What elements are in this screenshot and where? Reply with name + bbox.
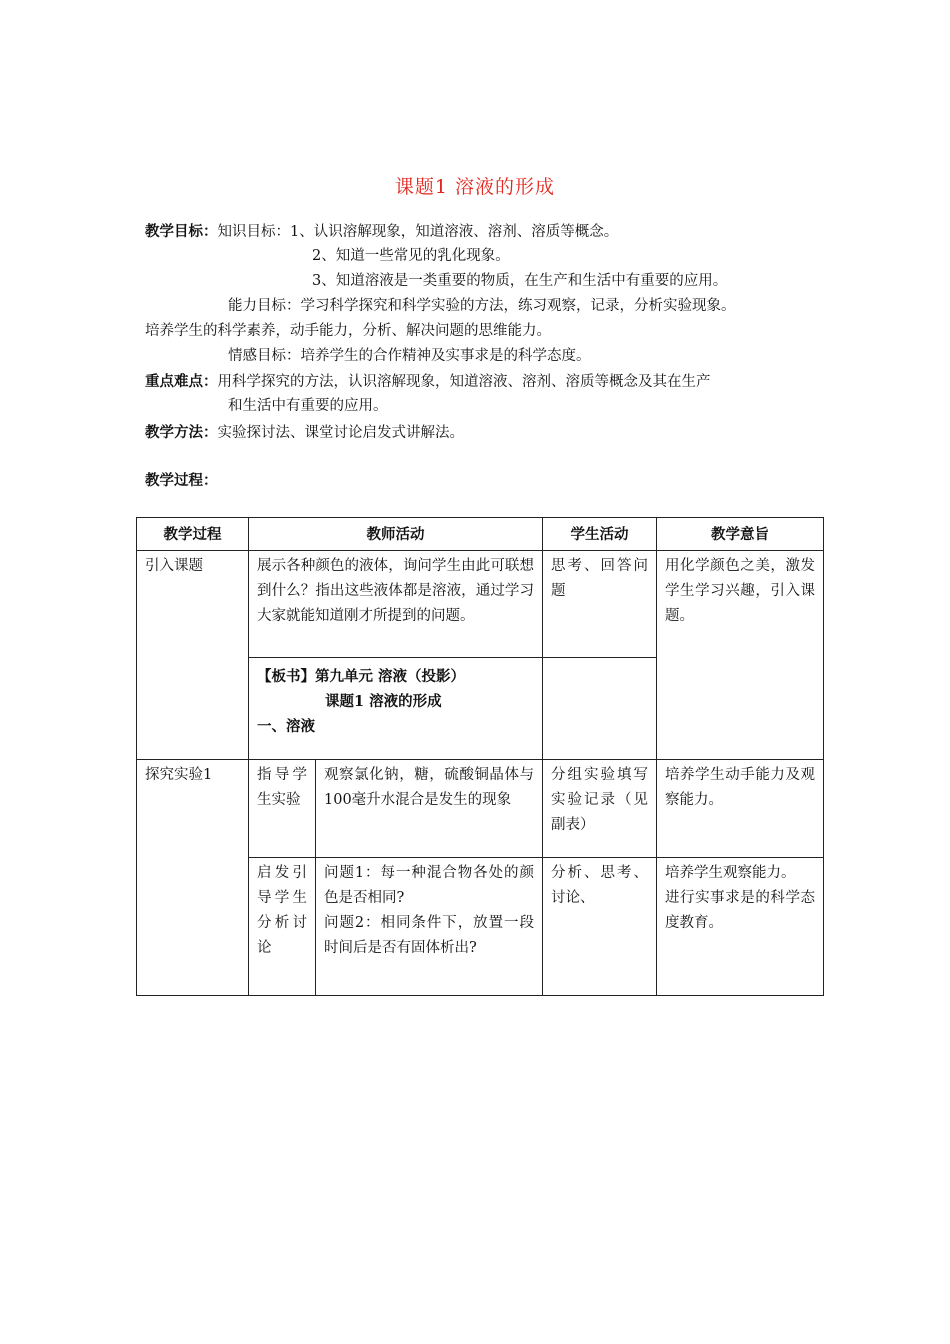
purpose-line-2: 进行实事求是的科学态度教育。 — [665, 890, 815, 931]
row2-sub2-purpose — [657, 858, 824, 996]
knowledge-item-1: 1、认识溶解现象，知道溶液、溶剂、溶质等概念。 — [290, 224, 619, 240]
row1-student: 思考、回答问题 — [543, 551, 657, 658]
emotion-objective: 情感目标：培养学生的合作精神及实事求是的科学态度。 — [228, 348, 591, 364]
ability-objective: 能力目标：学习科学探究和科学实验的方法，练习观察，记录，分析实验现象。 — [228, 298, 736, 314]
ability-objective-cont: 培养学生的科学素养，动手能力，分析、解决问题的思维能力。 — [145, 323, 551, 339]
row2-sub1-student: 分组实验填写实验记录（见副表） — [543, 760, 657, 858]
row2-sub2-label: 启发引导学生分析讨论 — [249, 858, 316, 996]
key-points-label: 重点难点： — [145, 373, 218, 390]
table-row — [137, 551, 824, 658]
method-label: 教学方法： — [145, 424, 218, 441]
method-row — [145, 420, 464, 446]
row1-teacher: 展示各种颜色的液体，询问学生由此可联想到什么？指出这些液体都是溶液，通过学习大家就能知道刚才所提到的问题。 — [249, 551, 543, 658]
row2-sub1-text: 观察氯化钠，糖，硫酸铜晶体与100毫升水混合是发生的现象 — [316, 760, 543, 858]
row2-sub2-text — [316, 858, 543, 996]
header-student: 学生活动 — [543, 518, 657, 551]
knowledge-item-3: 3、知道溶液是一类重要的物质，在生产和生活中有重要的应用。 — [312, 273, 728, 289]
row1-stage: 引入课题 — [137, 551, 249, 760]
header-purpose: 教学意旨 — [657, 518, 824, 551]
header-stage: 教学过程 — [137, 518, 249, 551]
row1-board — [249, 658, 543, 760]
objectives-label: 教学目标： — [145, 223, 218, 240]
method-text: 实验探讨法、课堂讨论启发式讲解法。 — [217, 425, 464, 441]
board-line-3: 一、溶液 — [257, 718, 315, 735]
table-row — [137, 760, 824, 858]
process-table — [136, 517, 824, 996]
row1-board-student — [543, 658, 657, 760]
board-line-1: 【板书】第九单元 溶液（投影） — [257, 668, 466, 685]
process-label: 教学过程： — [145, 472, 218, 489]
knowledge-item-2: 2、知道一些常见的乳化现象。 — [312, 248, 510, 264]
page-title: 课题1 溶液的形成 — [394, 176, 556, 198]
purpose-line-1: 培养学生观察能力。 — [665, 865, 796, 881]
key-points-text-cont: 和生活中有重要的应用。 — [228, 398, 388, 414]
table-header-row — [137, 518, 824, 551]
board-line-2: 课题1 溶液的形成 — [325, 693, 442, 710]
row2-sub2-student: 分析、思考、讨论、 — [543, 858, 657, 996]
objectives-row — [145, 219, 618, 245]
row2-sub1-label: 指导学生实验 — [249, 760, 316, 858]
row2-stage: 探究实验1 — [137, 760, 249, 996]
key-points-text: 用科学探究的方法，认识溶解现象，知道溶液、溶剂、溶质等概念及其在生产 — [217, 374, 711, 390]
question-1: 问题1：每一种混合物各处的颜色是否相同? — [324, 865, 534, 906]
question-2: 问题2：相同条件下，放置一段时间后是否有固体析出? — [324, 915, 534, 956]
row2-sub1-purpose: 培养学生动手能力及观察能力。 — [657, 760, 824, 858]
row1-purpose: 用化学颜色之美，激发学生学习兴趣，引入课题。 — [657, 551, 824, 760]
key-points-row — [145, 369, 711, 395]
knowledge-label: 知识目标： — [217, 224, 290, 240]
header-teacher: 教师活动 — [249, 518, 543, 551]
